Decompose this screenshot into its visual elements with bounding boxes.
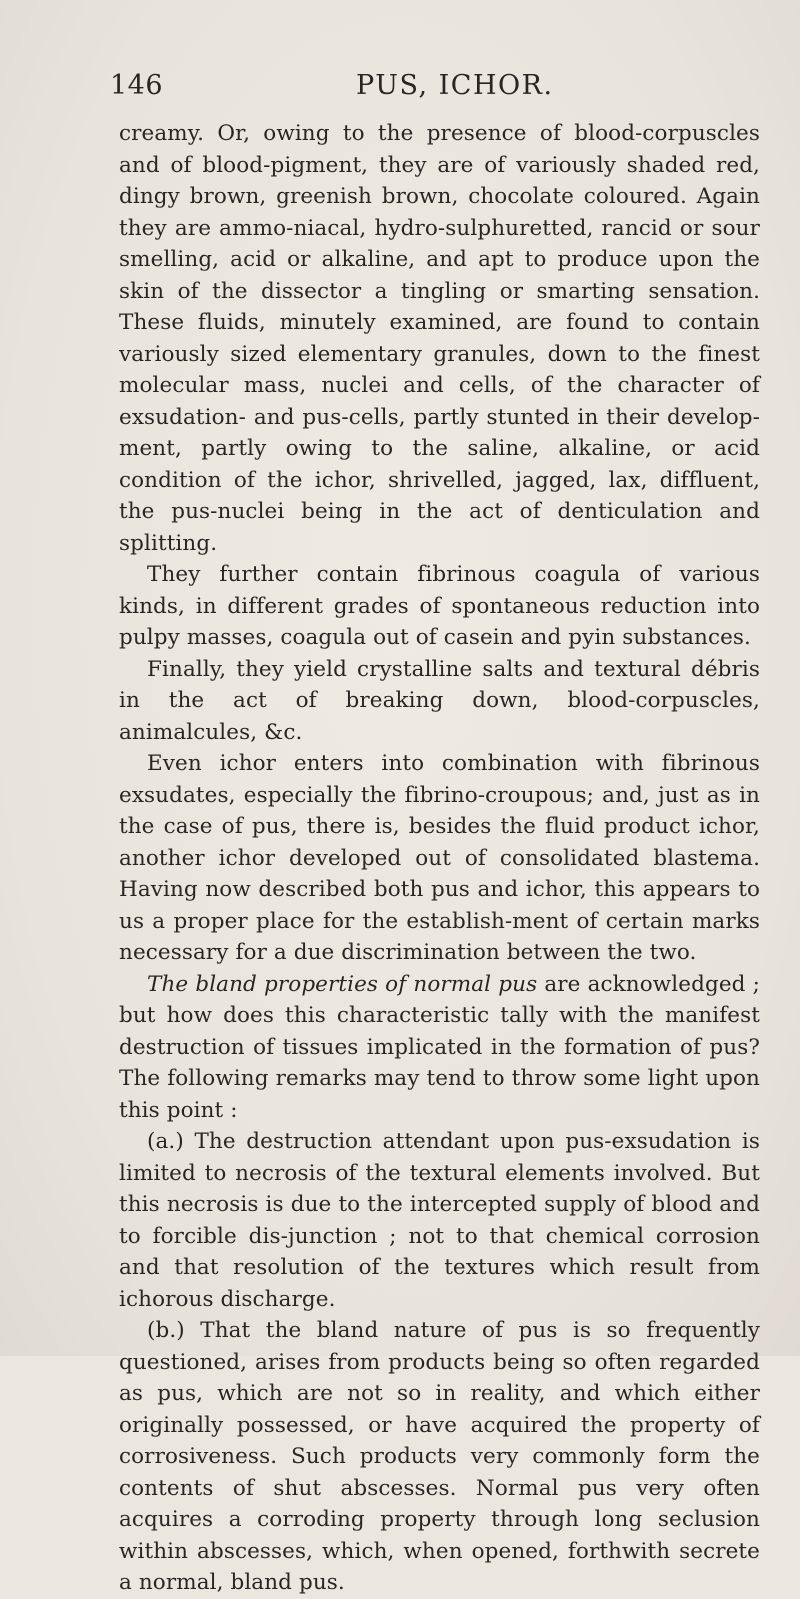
page-header (110, 70, 760, 102)
running-title: PUS, ICHOR. (356, 70, 554, 101)
paragraph-crystalline-salts: Finally, they yield crystalline salts and textural débris in the act of breaking down, blood-corpuscles, animalcules, &c. (119, 656, 760, 745)
paragraph-coagula: They further contain fibrinous coagula of various kinds, in different grades of spontaneous reduction into pulpy masses, coagula out of casein and pyin substances. (119, 562, 760, 650)
page-number: 146 (110, 70, 164, 101)
remark-a-marker: (a.) (147, 1129, 184, 1154)
paragraph-bland-properties (119, 969, 760, 1127)
bland-properties-lead: The bland properties of normal pus (147, 971, 538, 997)
remark-b-text: That the bland nature of pus is so frequently questioned, arises from products being so often regarded as pus, which are not so in reality, and which either originally possessed, or have acquired the property of corrosiveness. Such products very commonly form the contents of shut abscesses. Normal pus very often acquires a corroding property through long seclusion within abscesses, which, when opened, forthwith secrete a normal, bland pus. (119, 1318, 760, 1595)
remark-a-text: The destruction attendant upon pus-exsudation is limited to necrosis of the textural elements involved. But this necrosis is due to the intercepted supply of blood and to forcible dis-junction ; not to that chemical corrosion and that resolution of the textures which result from ichorous discharge. (119, 1129, 760, 1312)
body-text (119, 118, 760, 1599)
remark-a (119, 1126, 760, 1315)
remark-b-marker: (b.) (147, 1318, 185, 1343)
remark-b (119, 1315, 760, 1599)
bland-properties-text: are acknowledged ; but how does this characteristic tally with the manifest destruction of tissues implicated in the formation of pus? The following remarks may tend to throw some light upon this point : (119, 971, 760, 1123)
paragraph-continuation: creamy. Or, owing to the presence of blood-corpuscles and of blood-pigment, they are of variously shaded red, dingy brown, greenish brown, chocolate coloured. Again they are ammo-niacal, hydro-sulphuretted, rancid or sour smelling, acid or alkaline, and apt to produce upon the skin of the dissector a tingling or smarting sensation. These fluids, minutely examined, are found to contain variously sized elementary granules, down to the finest molecular mass, nuclei and cells, of the character of exsudation- and pus-cells, partly stunted in their develop-ment, partly owing to the saline, alkaline, or acid condition of the ichor, shrivelled, jagged, lax, diffluent, the pus-nuclei being in the act of denticulation and splitting. (119, 121, 760, 556)
paragraph-ichor-combination: Even ichor enters into combination with fibrinous exsudates, especially the fibrino-croupous; and, just as in the case of pus, there is, besides the fluid product ichor, another ichor developed out of consolidated blastema. Having now described both pus and ichor, this appears to us a proper place for the establish-ment of certain marks necessary for a due discrimination between the two. (119, 751, 760, 965)
